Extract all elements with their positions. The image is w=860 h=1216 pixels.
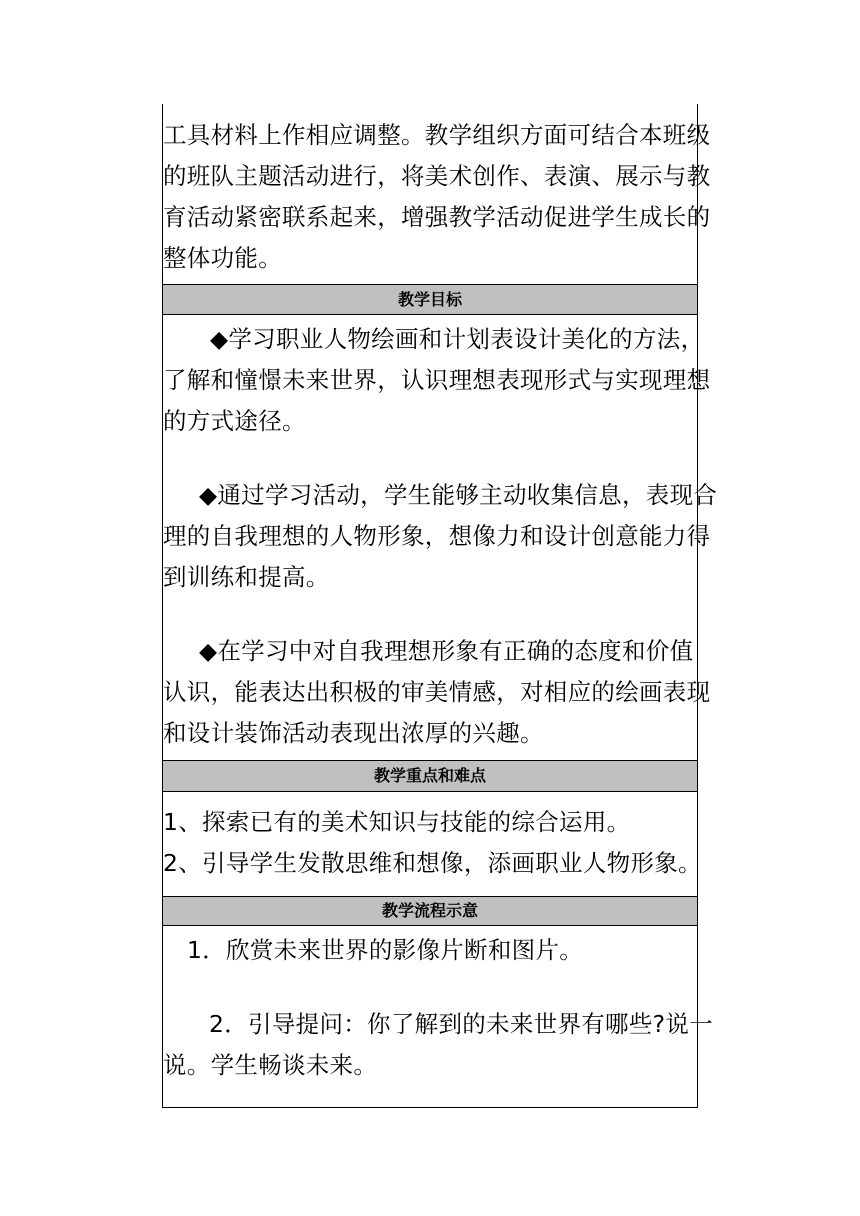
goal-line: ◆学习职业人物绘画和计划表设计美化的方法， <box>210 325 705 353</box>
goal-line: 和设计装饰活动表现出浓厚的兴趣。 <box>163 719 544 747</box>
goals-cell <box>163 315 718 760</box>
intro-line: 整体功能。 <box>163 244 282 272</box>
goal-line: ◆在学习中对自我理想形象有正确的态度和价值 <box>199 637 694 665</box>
key-point-line: 1、探索已有的美术知识与技能的综合运用。 <box>163 808 631 836</box>
process-line: 说。学生畅谈未来。 <box>163 1051 378 1079</box>
goals-heading: 教学目标 <box>163 284 697 315</box>
intro-line: 的班队主题活动进行，将美术创作、表演、展示与教 <box>163 162 711 190</box>
key-points-cell <box>163 792 702 896</box>
goal-line: 了解和憧憬未来世界，认识理想表现形式与实现理想 <box>163 366 711 394</box>
goal-line: 到训练和提高。 <box>163 563 330 591</box>
goal-line: 认识，能表达出积极的审美情感，对相应的绘画表现 <box>163 678 711 706</box>
lesson-plan-table <box>162 104 718 1108</box>
goal-line: 的方式途径。 <box>163 407 306 435</box>
process-line: 2．引导提问：你了解到的未来世界有哪些?说一 <box>209 1010 714 1038</box>
key-points-heading: 教学重点和难点 <box>163 760 697 792</box>
intro-line: 工具材料上作相应调整。教学组织方面可结合本班级 <box>163 121 711 149</box>
process-heading: 教学流程示意 <box>163 896 697 926</box>
goal-line: ◆通过学习活动，学生能够主动收集信息，表现合 <box>199 481 718 509</box>
process-cell <box>163 926 714 1107</box>
goal-line: 理的自我理想的人物形象，想像力和设计创意能力得 <box>163 522 711 550</box>
intro-line: 育活动紧密联系起来，增强教学活动促进学生成长的 <box>163 203 711 231</box>
intro-cell <box>163 104 711 284</box>
key-point-line: 2、引导学生发散思维和想像，添画职业人物形象。 <box>163 849 702 877</box>
process-line: 1．欣赏未来世界的影像片断和图片。 <box>187 936 584 964</box>
